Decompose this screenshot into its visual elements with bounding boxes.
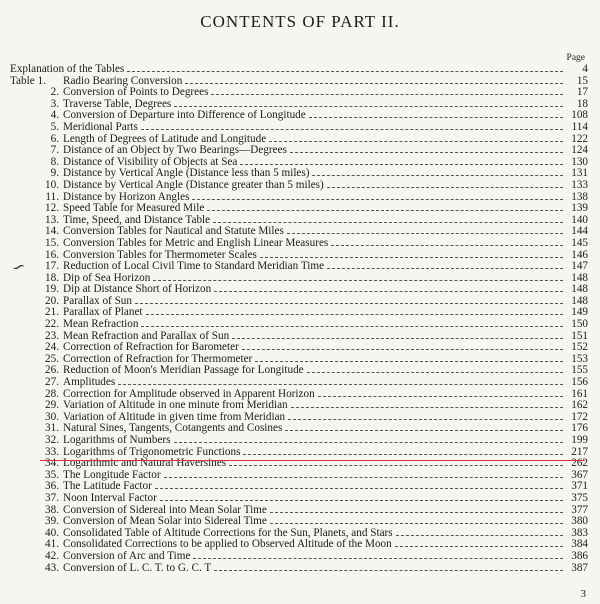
toc-entry-text: Dip at Distance Short of Horizon [63,283,212,296]
toc-entry-page: 149 [571,306,588,319]
entry-number-value: 20. [45,294,59,307]
entry-number-value: 3. [50,97,59,110]
toc-entry-page: 138 [571,190,588,203]
entry-number-value: 29. [45,399,59,412]
toc-entry-page: 176 [571,422,588,435]
entry-number-value: 43. [45,561,59,574]
entry-number-value: 9. [50,167,59,180]
leader-dots [192,199,563,200]
toc-entry-row[interactable] [10,516,588,528]
toc-entry-page: 155 [571,364,588,377]
toc-entry-text: Mean Refraction and Parallax of Sun [63,329,230,342]
entry-number-value: 23. [45,329,59,342]
toc-entry-text: Consolidated Table of Altitude Corrections for the Sun, Planets, and Stars [63,526,393,539]
toc-entry-page: 140 [571,213,588,226]
leader-dots [214,291,563,292]
entry-number-value: 39. [45,515,59,528]
entry-number-value: 19. [45,283,59,296]
page-column-header: Page [566,53,585,63]
leader-dots [307,372,563,373]
toc-entry-text: Variation of Altitude in one minute from Meridian [63,399,288,412]
toc-entry-page: 124 [571,144,588,157]
toc-entry-page: 262 [571,457,588,470]
toc-entry-row[interactable] [10,319,588,331]
toc-entry-page: 199 [571,434,588,446]
leader-dots [285,430,563,431]
toc-entry-text: Parallax of Sun [63,294,132,307]
toc-entry-page: 161 [571,387,588,400]
entry-number-value: 13. [45,213,59,226]
entry-number-value: 35. [45,468,59,481]
toc-entry-page: 144 [571,225,588,238]
toc-entry-row[interactable] [10,203,588,215]
entry-number-value: 22. [45,318,59,331]
toc-entry-row[interactable] [10,551,588,563]
entry-number-value: 38. [45,503,59,516]
entry-number-value: 34. [45,457,59,470]
leader-dots [270,523,563,524]
red-underline [40,460,585,461]
entry-number-value: 31. [45,422,59,435]
toc-entry-text: Distance by Horizon Angles [63,190,190,203]
entry-number-value: 8. [50,155,59,168]
leader-dots [141,129,563,130]
leader-dots [174,106,563,107]
leader-dots [260,257,563,258]
leader-dots [396,535,563,536]
entry-number-value: 25. [45,352,59,365]
entry-number-value: 6. [50,132,59,145]
toc-entry-text: Distance of an Object by Two Bearings—Degrees [63,144,287,157]
toc-entry-text: Conversion of Mean Solar into Sidereal Time [63,515,267,528]
toc-entry-page: 133 [571,178,588,191]
toc-entry-page: 172 [571,410,588,423]
entry-number-value: 11. [45,190,59,203]
page-title: CONTENTS OF PART II. [200,12,400,31]
toc-entry-page: 150 [571,318,588,331]
leader-dots [127,71,563,72]
toc-entry-page: 217 [571,445,588,458]
toc-entry-page: 148 [571,283,588,296]
toc-entry-page: 114 [571,120,588,133]
toc-entry-number [10,563,63,575]
leader-dots [240,164,563,165]
toc-entry-text: Noon Interval Factor [63,491,157,504]
entry-number-value: 4. [50,109,59,122]
toc-entry-row[interactable] [10,435,588,447]
leader-dots [155,488,563,489]
leader-dots [291,407,563,408]
toc-entry-text: Logarithmic and Natural Haversines [63,457,227,470]
entry-number-value: 15. [45,236,59,249]
toc-entry-text: Conversion of L. C. T. to G. C. T [63,561,212,574]
entry-number-value: 37. [45,491,59,504]
toc-explanation-row[interactable] [10,64,588,76]
leader-dots [255,361,563,362]
toc-entry-text: Meridional Parts [63,120,138,133]
toc-entry-page: 131 [571,167,588,180]
toc-entry-text: Correction of Refraction for Barometer [63,341,239,354]
toc-entries [10,76,588,575]
entry-number-value: 41. [45,538,59,551]
entry-number-value: 12. [45,202,59,215]
entry-number-value: 36. [45,480,59,493]
toc-entry-text: Natural Sines, Tangents, Cotangents and Cosines [63,422,283,435]
leader-dots [312,175,563,176]
toc-entry-text: Conversion of Departure into Difference of Longitude [63,109,306,122]
toc-entry-text: Explanation of the Tables [10,63,125,75]
table-of-contents [10,64,588,574]
toc-entry-page: 367 [571,468,588,481]
entry-number-value: 30. [45,410,59,423]
leader-dots [135,303,563,304]
toc-entry-text: Conversion Tables for Thermometer Scales [63,248,257,261]
toc-entry-text: Correction for Amplitude observed in Apparent Horizon [63,387,315,400]
toc-entry-page: 18 [576,97,588,110]
toc-entry-row[interactable] [10,377,588,389]
toc-entry-page: 377 [571,503,588,516]
leader-dots [290,152,563,153]
entry-number-value: 27. [45,376,59,389]
entry-number-value: 5. [50,120,59,133]
leader-dots [118,384,563,385]
toc-entry-text: Amplitudes [63,376,116,389]
toc-entry-text: Logarithms of Numbers [63,434,171,446]
entry-number-value: 21. [45,306,59,319]
leader-dots [146,314,563,315]
toc-entry-text: Conversion of Sidereal into Mean Solar Time [63,503,267,516]
toc-entry-text: Variation of Altitude in given time from Meridian [63,410,286,423]
toc-entry-page: 383 [571,526,588,539]
toc-entry-page: 108 [571,109,588,122]
leader-dots [164,477,563,478]
leader-dots [288,419,563,420]
toc-entry-text: Consolidated Corrections to be applied to Observed Altitude of the Moon [63,538,392,551]
entry-number-value: 40. [45,526,59,539]
toc-entry-page: 151 [571,329,588,342]
toc-entry-row[interactable] [10,238,588,250]
toc-entry-row[interactable] [10,493,588,505]
toc-entry-text: Distance by Vertical Angle (Distance greater than 5 miles) [63,178,324,191]
leader-dots [309,117,563,118]
toc-entry-page: 122 [571,132,588,145]
leader-dots [318,396,563,397]
leader-dots [213,222,563,223]
leader-dots [395,546,563,547]
toc-entry-page: 15 [576,74,588,87]
leader-dots [174,442,563,443]
entry-number-value: 42. [45,549,59,562]
toc-entry-page: 153 [571,352,588,365]
entry-number-value: 1. [37,74,46,87]
leader-dots [229,465,563,466]
entry-number-value: 32. [45,434,59,446]
entry-number-value: 26. [45,364,59,377]
toc-entry-row[interactable] [10,563,588,575]
toc-entry-page: 371 [571,480,588,493]
toc-entry-page: 156 [571,376,588,389]
toc-entry-text: Mean Refraction [63,318,139,331]
toc-entry-page: 384 [571,538,588,551]
toc-entry-page: 4 [582,63,588,75]
toc-entry-text: Conversion of Arc and Time [63,549,191,562]
leader-dots [160,500,563,501]
toc-entry-page: 17 [576,86,588,99]
entry-number-value: 10. [45,178,59,191]
leader-dots [211,94,563,95]
leader-dots [287,233,563,234]
toc-entry-page: 380 [571,515,588,528]
toc-entry-text: Reduction of Local Civil Time to Standard Meridian Time [63,260,325,273]
entry-number-value: 18. [45,271,59,284]
toc-entry-text: Conversion Tables for Nautical and Statute Miles [63,225,284,238]
leader-dots [141,326,563,327]
toc-entry-text: Distance by Vertical Angle (Distance less than 5 miles) [63,167,310,180]
leader-dots [207,210,563,211]
toc-entry-text: Reduction of Moon's Meridian Passage for Longitude [63,364,304,377]
toc-entry-text: Logarithms of Trigonometric Functions [63,445,241,458]
toc-entry-page: 139 [571,202,588,215]
leader-dots [232,338,563,339]
toc-entry-text: Time, Speed, and Distance Table [63,213,211,226]
toc-entry-row[interactable] [10,122,588,134]
entry-number-value: 16. [45,248,59,261]
toc-entry-page: 147 [571,260,588,273]
handwritten-mark-icon: ∽ [9,257,29,278]
toc-entry-page: 162 [571,399,588,412]
toc-entry-page: 146 [571,248,588,261]
toc-entry-page: 148 [571,271,588,284]
leader-dots [331,245,563,246]
toc-entry-page: 387 [571,561,588,574]
leader-dots [242,349,563,350]
entry-number-value: 2. [50,86,59,99]
entry-number-value: 17. [45,260,59,273]
toc-entry-page: 152 [571,341,588,354]
table-prefix: Table [10,74,35,87]
page-number: 3 [580,588,586,600]
toc-entry-page: 375 [571,491,588,504]
leader-dots [185,83,563,84]
toc-entry-row[interactable] [10,261,588,273]
leader-dots [327,268,563,269]
entry-number-value: 28. [45,387,59,400]
leader-dots [153,280,563,281]
toc-entry-text: Speed Table for Measured Mile [63,202,205,215]
entry-number-value: 24. [45,341,59,354]
leader-dots [270,512,563,513]
toc-entry-text: Traverse Table, Degrees [63,97,172,110]
toc-entry-page: 130 [571,155,588,168]
leader-dots [193,558,563,559]
toc-entry-text: Conversion of Points to Degrees [63,86,209,99]
entry-number-value: 33. [45,445,59,458]
toc-entry-text: Radio Bearing Conversion [63,74,183,87]
toc-entry-page: 148 [571,294,588,307]
leader-dots [269,141,563,142]
toc-entry-text: The Longitude Factor [63,468,161,481]
toc-entry-page: 386 [571,549,588,562]
leader-dots [214,570,563,571]
toc-entry-text: Distance of Visibility of Objects at Sea [63,155,238,168]
toc-entry-text: Dip of Sea Horizon [63,271,151,284]
entry-number-value: 14. [45,225,59,238]
toc-entry-text: Parallax of Planet [63,306,143,319]
entry-number-value: 7. [50,144,59,157]
toc-entry-text: Correction of Refraction for Thermometer [63,352,253,365]
toc-entry-text: Conversion Tables for Metric and English Linear Measures [63,236,329,249]
toc-entry-page: 145 [571,236,588,249]
toc-entry-row[interactable] [10,180,588,192]
toc-entry-text: The Latitude Factor [63,480,152,493]
toc-entry-row[interactable] [10,145,588,157]
toc-entry-text: Length of Degrees of Latitude and Longitude [63,132,267,145]
leader-dots [243,454,563,455]
leader-dots [327,187,563,188]
